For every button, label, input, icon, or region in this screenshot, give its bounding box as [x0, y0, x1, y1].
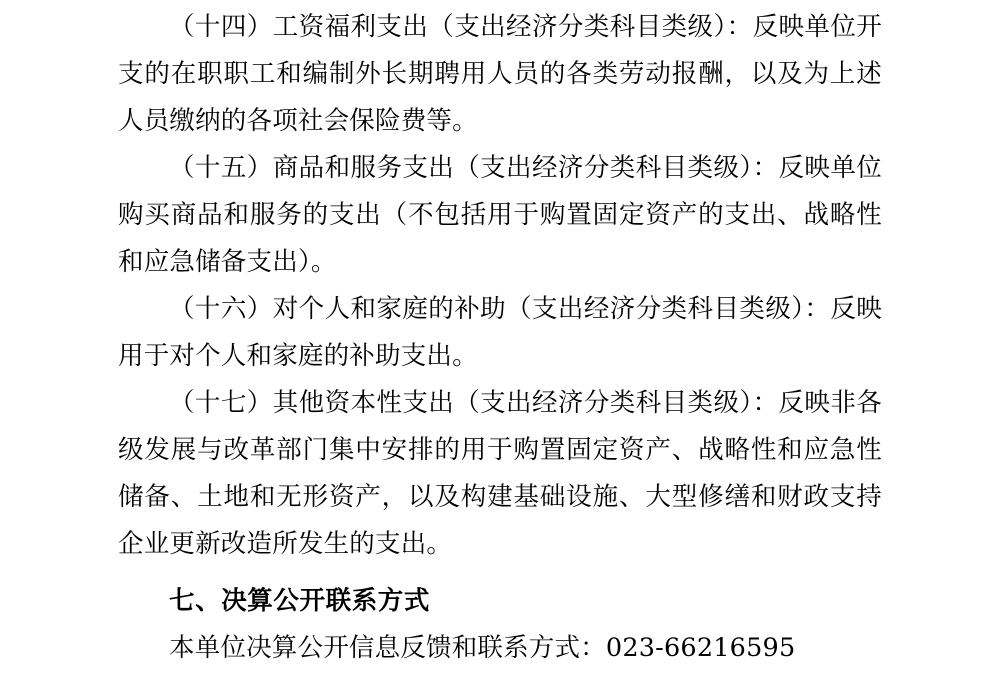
paragraph-item-17: （十七）其他资本性支出（支出经济分类科目类级）：反映非各级发展与改革部门集中安排的用于购置固定资产、战略性和应急性储备、土地和无形资产，以及构建基础设施、大型修缮和财政支持企业更新改造所发生的支出。: [118, 388, 882, 559]
section-heading: 七、决算公开联系方式: [169, 586, 431, 616]
paragraph-item-16: （十六）对个人和家庭的补助（支出经济分类科目类级）：反映用于对个人和家庭的补助支出。: [118, 294, 882, 371]
paragraph-item-14: （十四）工资福利支出（支出经济分类科目类级）：反映单位开支的在职职工和编制外长期聘用人员的各类劳动报酬，以及为上述人员缴纳的各项社会保险费等。: [118, 12, 882, 136]
contact-line: 本单位决算公开信息反馈和联系方式：023-66216595: [169, 633, 796, 663]
paragraph-item-15: （十五）商品和服务支出（支出经济分类科目类级）：反映单位购买商品和服务的支出（不包括用于购置固定资产的支出、战略性和应急储备支出）。: [118, 153, 882, 277]
